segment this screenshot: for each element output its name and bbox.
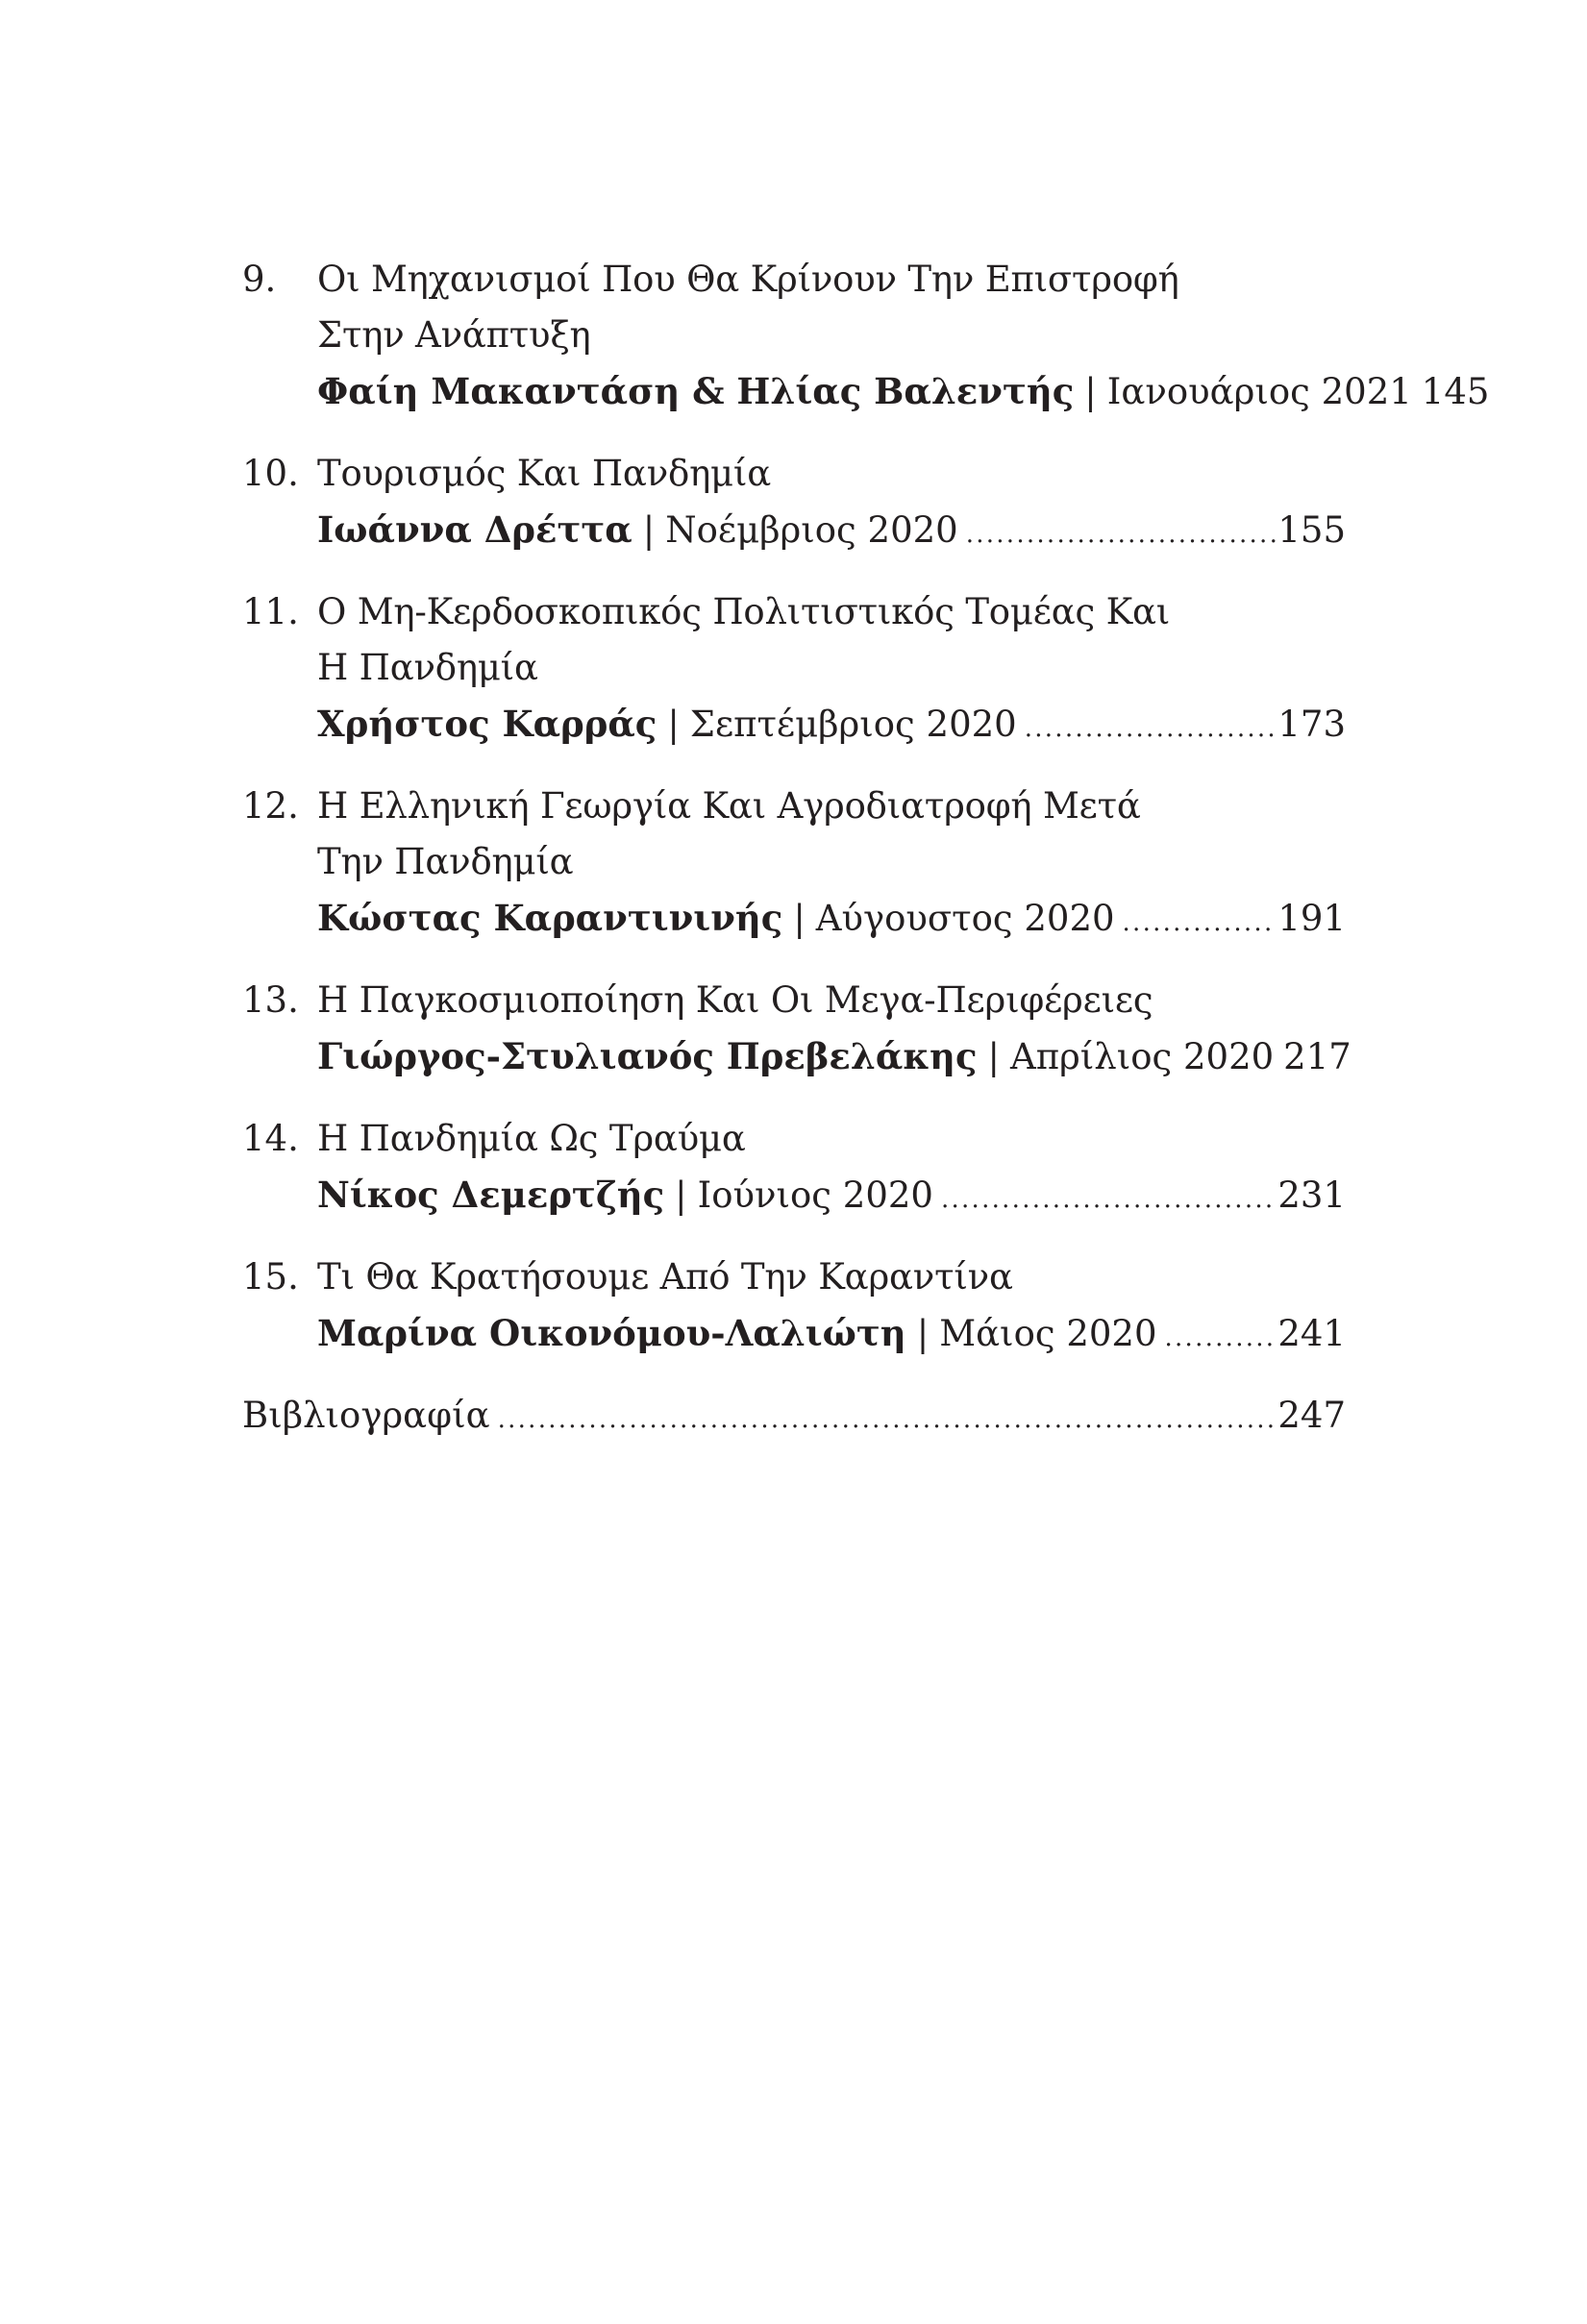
page-number: 145 [1421,371,1490,412]
chapter-title: Ο Μη-Κερδοσκοπικός Πολιτιστικός Τομέας Και Η Πανδημία [317,591,1171,688]
chapter-byline [317,363,1490,424]
toc-entry [242,779,1346,951]
chapter-number: 9. [242,259,277,300]
byline-separator: | [667,704,680,745]
bibliography-entry [242,1388,1346,1447]
byline-separator: | [987,1036,1000,1077]
chapter-title: Η Ελληνική Γεωργία Και Αγροδιατροφή Μετά Την Πανδημία [317,785,1141,882]
chapter-title: Τουρισμός Και Πανδημία [317,453,771,494]
chapter-date: Νοέμβριος 2020 [665,509,958,551]
chapter-number: 13. [242,979,299,1021]
chapter-author: Φαίη Μακαντάση & Ηλίας Βαλεντής [317,370,1075,412]
chapter-date: Μάιος 2020 [939,1313,1157,1354]
dot-leader [941,1172,1276,1227]
chapter-author: Νίκος Δεμερτζής [317,1174,665,1216]
dot-leader [1165,1310,1277,1366]
page-number: 241 [1277,1313,1346,1354]
chapter-title: Η Πανδημία Ως Τραύμα [317,1118,746,1159]
chapter-date: Σεπτέμβριος 2020 [689,704,1017,745]
dot-leader [498,1392,1277,1447]
chapter-byline [317,1028,1351,1089]
chapter-number: 10. [242,453,299,494]
chapter-number: 15. [242,1256,299,1298]
chapter-date: Απρίλιος 2020 [1009,1036,1275,1077]
chapter-title: Η Παγκοσμιοποίηση Και Οι Μεγα-Περιφέρειες [317,979,1153,1021]
toc-entry [242,973,1351,1089]
dot-leader [1123,895,1277,951]
byline-separator: | [675,1174,687,1216]
chapter-byline [317,1167,1346,1227]
chapter-number: 14. [242,1118,299,1159]
toc-entry [242,252,1490,424]
chapter-author: Γιώργος-Στυλιανός Πρεβελάκης [317,1035,978,1077]
chapter-author: Χρήστος Καρράς [317,703,657,745]
chapter-date: Ιανουάριος 2021 [1106,371,1412,412]
chapter-byline [317,502,1346,562]
chapter-date: Ιούνιος 2020 [697,1174,933,1216]
page-number: 247 [1277,1395,1346,1436]
toc-entry [242,584,1346,756]
page-number: 231 [1277,1174,1346,1216]
chapter-author: Ιωάννα Δρέττα [317,508,632,551]
chapter-author: Μαρίνα Οικονόμου-Λαλιώτη [317,1312,906,1354]
chapter-author: Κώστας Καραντινινής [317,897,783,939]
toc-entry [242,1111,1346,1227]
chapter-byline [317,1305,1346,1366]
page-number: 155 [1277,509,1346,551]
page-number: 217 [1283,1036,1351,1077]
dot-leader [966,507,1277,562]
chapter-byline [317,696,1346,756]
table-of-contents [242,252,1490,1447]
byline-separator: | [1084,371,1097,412]
bibliography-label: Βιβλιογραφία [242,1395,490,1436]
chapter-number: 11. [242,591,299,632]
chapter-byline [317,890,1346,951]
chapter-number: 12. [242,785,299,827]
toc-entry [242,446,1346,562]
chapter-date: Αύγουστος 2020 [815,898,1115,939]
byline-separator: | [642,509,656,551]
chapter-title: Οι Μηχανισμοί Που Θα Κρίνουν Την Επιστροφή Στην Ανάπτυξη [317,259,1179,356]
chapter-title: Τι Θα Κρατήσουμε Από Την Καραντίνα [317,1256,1013,1298]
byline-separator: | [916,1313,930,1354]
dot-leader [1025,701,1277,756]
toc-entry [242,1249,1346,1366]
page-number: 191 [1277,898,1346,939]
byline-separator: | [793,898,806,939]
page-number: 173 [1277,704,1346,745]
